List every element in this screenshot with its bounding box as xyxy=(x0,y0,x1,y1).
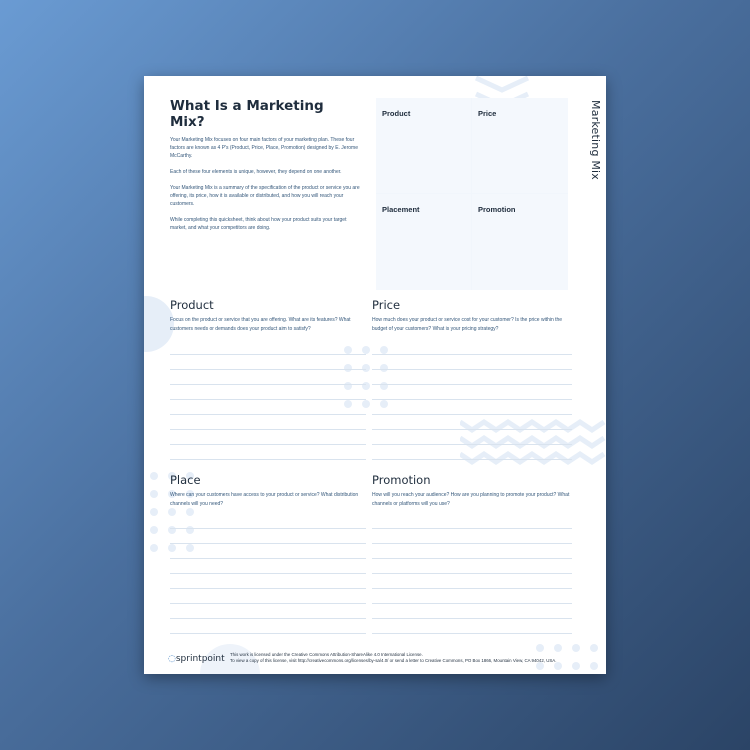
section-place xyxy=(170,473,360,509)
price-writing-lines[interactable] xyxy=(372,354,572,474)
section-price xyxy=(372,298,572,334)
intro-paragraph: Your Marketing Mix focuses on four main factors of your marketing plan. These four factors are known as 4 P's (Product, Price, Place, Promotion) designed by E. Jerome McCarthy. xyxy=(170,137,358,159)
license-line: This work is licensed under the Creative Commons Attribution-ShareAlike 4.0 International License. xyxy=(230,652,423,657)
logo-text: sprintpoint xyxy=(175,654,225,664)
product-writing-lines[interactable] xyxy=(170,354,366,474)
marketing-mix-grid xyxy=(376,98,568,290)
page-title: What Is a Marketing Mix? xyxy=(170,98,324,130)
section-product xyxy=(170,298,360,334)
grid-cell-price[interactable] xyxy=(472,98,568,193)
section-title: Product xyxy=(170,298,214,312)
sprintpoint-logo: ◌sprintpoint xyxy=(168,654,225,664)
section-prompt: Where can your customers have access to your product or service? What distribution channels will you need? xyxy=(170,492,359,507)
intro-paragraph: Your Marketing Mix is a summary of the specification of the product or service you are offering, its price, how it is available or distributed, and how you will reach your customers. xyxy=(170,185,360,207)
place-writing-lines[interactable] xyxy=(170,528,366,648)
section-title: Price xyxy=(372,298,401,312)
grid-cell-label: Product xyxy=(382,109,411,118)
grid-cell-placement[interactable] xyxy=(376,194,471,290)
section-prompt: How much does your product or service cost for your customer? Is the price within the budget of your customers? What is your pricing strategy? xyxy=(372,317,563,332)
section-title: Promotion xyxy=(372,473,431,487)
intro-block xyxy=(170,98,360,240)
grid-cell-label: Price xyxy=(478,109,497,118)
intro-paragraph: Each of these four elements is unique, however, they depend on one another. xyxy=(170,169,342,175)
section-prompt: Focus on the product or service that you are offering. What are its features? What customers needs or demands does your product aim to satisfy? xyxy=(170,317,351,332)
intro-paragraph: While completing this quicksheet, think about how your product suits your target market, and what your competitors are doing. xyxy=(170,217,347,231)
section-title: Place xyxy=(170,473,201,487)
license-text xyxy=(230,652,606,664)
grid-cell-label: Placement xyxy=(382,205,420,214)
section-prompt: How will you reach your audience? How are you planning to promote your product? What channels or platforms will you use? xyxy=(372,492,570,507)
grid-cell-product[interactable] xyxy=(376,98,471,193)
vertical-title: Marketing Mix xyxy=(589,100,602,180)
section-promotion xyxy=(372,473,572,509)
quicksheet-page xyxy=(144,76,606,674)
license-line: To view a copy of this license, visit http://creativecommons.org/licenses/by-sa/4.0/ or send a letter to Creative Commons, PO Box 1866, Mountain View, CA 94042, USA. xyxy=(230,658,557,663)
promotion-writing-lines[interactable] xyxy=(372,528,572,648)
grid-cell-promotion[interactable] xyxy=(472,194,568,290)
grid-cell-label: Promotion xyxy=(478,205,516,214)
